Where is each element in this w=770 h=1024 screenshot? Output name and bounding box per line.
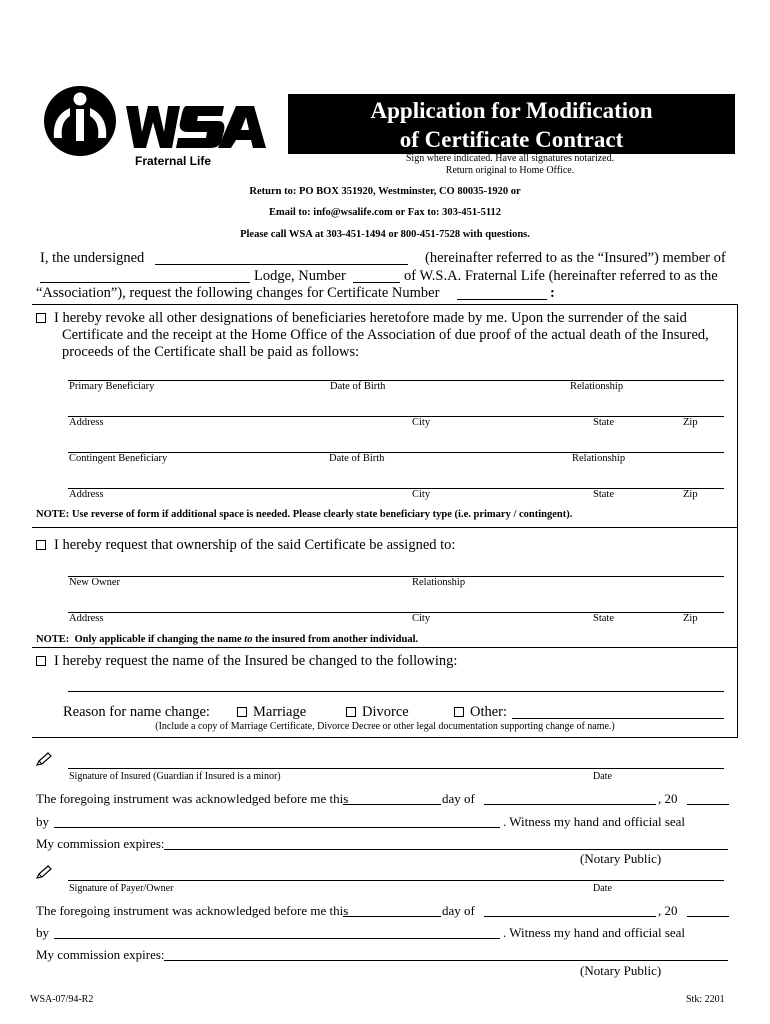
return-address: Return to: PO BOX 351920, Westminster, CO 80035-1920 or <box>249 186 521 197</box>
commission-field-2[interactable] <box>164 960 728 961</box>
form-title <box>288 94 735 154</box>
ack-year-field-1[interactable] <box>687 804 729 805</box>
notary-public-2: (Notary Public) <box>580 963 662 978</box>
ack-day-field-1[interactable] <box>343 804 441 805</box>
stock-number: Stk: 2201 <box>686 994 725 1005</box>
witness-text-2: . Witness my hand and official seal <box>503 925 686 940</box>
primary-zip-label: Zip <box>683 417 698 428</box>
contingent-beneficiary-label: Contingent Beneficiary <box>69 453 168 464</box>
include-copy-note: (Include a copy of Marriage Certificate, Divorce Decree or other legal documentation supporting change of name.) <box>155 721 615 732</box>
by-field-1[interactable] <box>54 827 500 828</box>
ack-year-1: , 20 <box>658 791 678 806</box>
intro-lodge-number: Lodge, Number <box>254 268 346 284</box>
new-name-line[interactable] <box>68 691 724 692</box>
wsa-logo <box>40 84 272 170</box>
ack-line-2 <box>36 903 736 919</box>
owner-address-label: Address <box>69 613 104 624</box>
ownership-note-to: to <box>244 634 253 645</box>
owner-zip-label: Zip <box>683 613 698 624</box>
insured-name-field[interactable] <box>155 264 408 265</box>
primary-dob-label: Date of Birth <box>330 381 386 392</box>
ownership-section <box>36 537 455 554</box>
name-change-checkbox[interactable] <box>36 656 46 666</box>
intro-colon: : <box>550 285 555 301</box>
marriage-checkbox[interactable] <box>237 707 247 717</box>
commission-label-2: My commission expires: <box>36 947 165 962</box>
by-label-2: by <box>36 925 49 940</box>
intro-undersigned: I, the undersigned <box>40 250 145 266</box>
form-title-line1: Application for Modification <box>370 98 653 123</box>
divorce-checkbox[interactable] <box>346 707 356 717</box>
primary-city-label: City <box>412 417 431 428</box>
marriage-label: Marriage <box>253 704 307 720</box>
ack-dayof-2: day of <box>442 903 475 918</box>
ack-text-2: The foregoing instrument was acknowledged before me this <box>36 903 349 918</box>
intro-line-3 <box>36 285 736 302</box>
commission-label-1: My commission expires: <box>36 836 165 851</box>
ownership-note <box>36 634 418 645</box>
sign-note-2: Return original to Home Office. <box>445 165 575 176</box>
primary-beneficiary-line[interactable] <box>68 380 724 381</box>
intro-line-1 <box>40 250 740 267</box>
by-label-1: by <box>36 814 49 829</box>
owner-relationship-label: Relationship <box>412 577 466 588</box>
commission-field-1[interactable] <box>164 849 728 850</box>
reason-row <box>63 704 733 721</box>
owner-city-label: City <box>412 613 431 624</box>
lodge-field[interactable] <box>40 282 250 283</box>
owner-address-line[interactable] <box>68 612 724 613</box>
name-change-text: I hereby request the name of the Insured be changed to the following: <box>54 653 458 669</box>
beneficiary-text: I hereby revoke all other designations of beneficiaries heretofore made by me. Upon the surrender of the said Certificate and the receipt at the Home Office of the Association of due proof of the actual death of the Insured, proceeds of the Certificate shall be paid as follows: <box>54 310 709 360</box>
email-fax: Email to: info@wsalife.com or Fax to: 303-451-5112 <box>268 207 502 218</box>
primary-address-line[interactable] <box>68 416 724 417</box>
insured-date-label: Date <box>593 771 612 782</box>
intro-wsa-text: of W.S.A. Fraternal Life (hereinafter referred to as the <box>404 268 718 284</box>
primary-state-label: State <box>593 417 614 428</box>
ownership-checkbox[interactable] <box>36 540 46 550</box>
by-line-2 <box>36 925 736 941</box>
intro-certificate-text: “Association”), request the following changes for Certificate Number <box>36 285 440 301</box>
contingent-state-label: State <box>593 489 614 500</box>
ack-year-field-2[interactable] <box>687 916 729 917</box>
primary-relationship-label: Relationship <box>570 381 624 392</box>
pen-icon <box>36 865 52 884</box>
ack-line-1 <box>36 791 736 807</box>
marriage-option[interactable] <box>237 704 306 721</box>
other-reason-field[interactable] <box>512 718 724 719</box>
beneficiary-note: NOTE: Use reverse of form if additional space is needed. Please clearly state beneficiary type (i.e. primary / contingent). <box>36 509 573 520</box>
form-code: WSA-07/94-R2 <box>30 994 94 1005</box>
witness-text-1: . Witness my hand and official seal <box>503 814 686 829</box>
primary-address-label: Address <box>69 417 104 428</box>
phone-line: Please call WSA at 303-451-1494 or 800-451-7528 with questions. <box>240 229 530 240</box>
contingent-address-label: Address <box>69 489 104 500</box>
ack-dayof-1: day of <box>442 791 475 806</box>
ack-month-field-1[interactable] <box>484 804 656 805</box>
beneficiary-checkbox[interactable] <box>36 313 46 323</box>
pen-icon <box>36 752 52 771</box>
by-field-2[interactable] <box>54 938 500 939</box>
contingent-city-label: City <box>412 489 431 500</box>
sign-note-1: Sign where indicated. Have all signatures notarized. <box>405 153 615 164</box>
reason-label: Reason for name change: <box>63 704 210 720</box>
ownership-text: I hereby request that ownership of the said Certificate be assigned to: <box>54 537 456 553</box>
ownership-note-b: the insured from another individual. <box>252 634 419 645</box>
new-owner-line[interactable] <box>68 576 724 577</box>
beneficiary-section <box>36 310 730 361</box>
owner-state-label: State <box>593 613 614 624</box>
commission-line-1 <box>36 836 736 852</box>
insured-signature-label: Signature of Insured (Guardian if Insured is a minor) <box>69 771 281 782</box>
ack-day-field-2[interactable] <box>343 916 441 917</box>
contingent-relationship-label: Relationship <box>572 453 626 464</box>
form-title-line2: of Certificate Contract <box>399 127 624 152</box>
primary-beneficiary-label: Primary Beneficiary <box>69 381 155 392</box>
payer-date-label: Date <box>593 883 612 894</box>
ack-month-field-2[interactable] <box>484 916 656 917</box>
contingent-address-line[interactable] <box>68 488 724 489</box>
lodge-number-field[interactable] <box>353 282 400 283</box>
ownership-note-a: NOTE: Only applicable if changing the name <box>36 634 245 645</box>
other-label: Other: <box>470 704 508 720</box>
logo-subtitle: Fraternal Life <box>135 154 212 168</box>
notary-public-1: (Notary Public) <box>580 851 662 866</box>
ack-year-2: , 20 <box>658 903 678 918</box>
commission-line-2 <box>36 947 736 963</box>
contingent-zip-label: Zip <box>683 489 698 500</box>
payer-signature-line[interactable] <box>68 880 724 881</box>
by-line-1 <box>36 814 736 830</box>
contingent-dob-label: Date of Birth <box>329 453 385 464</box>
insured-signature-line[interactable] <box>68 768 724 769</box>
other-option[interactable] <box>454 704 507 721</box>
divorce-label: Divorce <box>362 704 409 720</box>
new-owner-label: New Owner <box>69 577 121 588</box>
intro-insured-text: (hereinafter referred to as the “Insured”) member of <box>425 250 726 266</box>
divorce-option[interactable] <box>346 704 409 721</box>
name-change-section <box>36 653 457 670</box>
other-checkbox[interactable] <box>454 707 464 717</box>
payer-signature-label: Signature of Payer/Owner <box>69 883 174 894</box>
ack-text-1: The foregoing instrument was acknowledged before me this <box>36 791 349 806</box>
certificate-number-field[interactable] <box>457 299 547 300</box>
